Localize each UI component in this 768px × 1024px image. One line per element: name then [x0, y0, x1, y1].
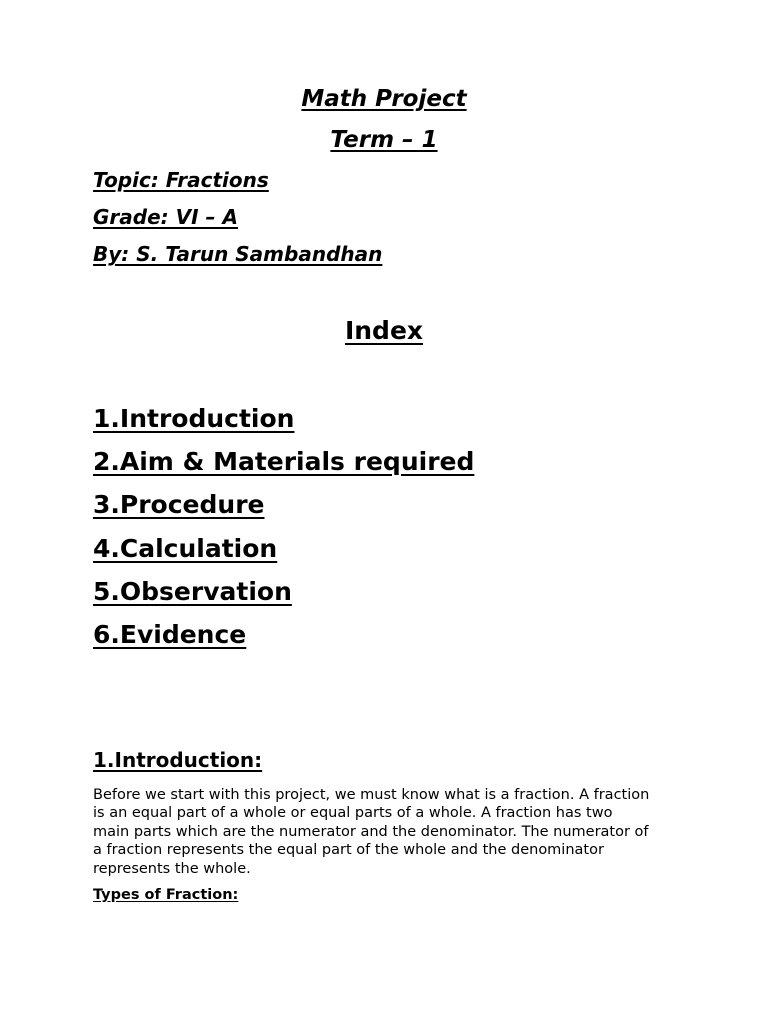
- index-item-evidence: 6.Evidence: [93, 619, 247, 649]
- introduction-paragraph: Before we start with this project, we must know what is a fraction. A fraction is an equal part of a whole or equal parts of a whole. A fraction has two main parts which are the numerator and the denominator. The numerator of a fraction represents the equal part of the whole and the denominator represents the whole.: [93, 787, 650, 877]
- types-of-fraction-heading: Types of Fraction:: [93, 887, 239, 903]
- index-list: [93, 400, 474, 659]
- index-item-aim-materials: 2.Aim & Materials required: [93, 447, 475, 477]
- index-item-calculation: 4.Calculation: [93, 533, 278, 563]
- index-item-observation: 5.Observation: [93, 576, 292, 606]
- topic-line: Topic: Fractions: [93, 168, 269, 192]
- term-label: Term – 1: [330, 127, 438, 153]
- index-item-procedure: 3.Procedure: [93, 490, 265, 520]
- author-line: By: S. Tarun Sambandhan: [93, 242, 383, 266]
- document-title: Math Project: [301, 86, 467, 112]
- index-item-introduction: 1.Introduction: [93, 404, 295, 433]
- index-heading: Index: [344, 316, 424, 345]
- grade-line: Grade: VI – A: [93, 205, 238, 229]
- introduction-heading: 1.Introduction:: [93, 748, 263, 772]
